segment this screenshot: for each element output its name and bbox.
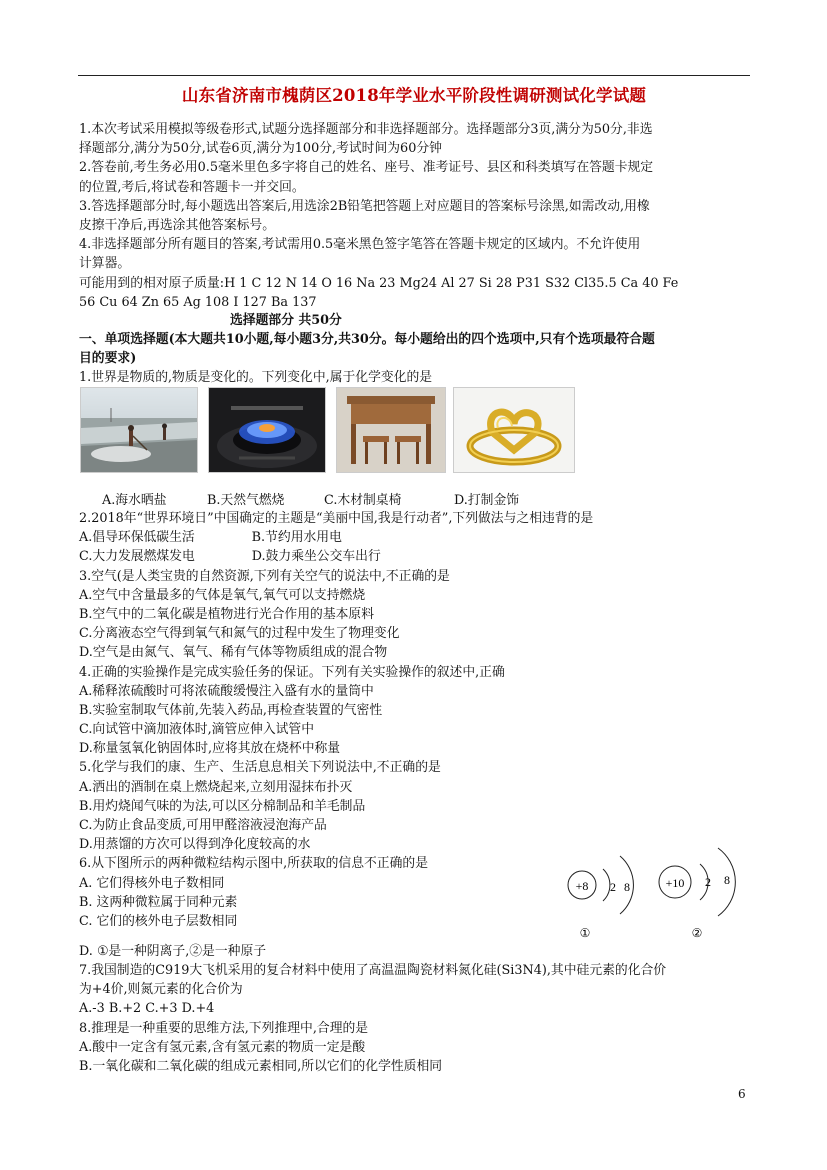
- atomic-mass-line: 可能用到的相对原子质量:H 1 C 12 N 14 O 16 Na 23 Mg24 Al 27 Si 28 P31 S32 Cl35.5 Ca 40 Fe: [79, 275, 679, 291]
- question-line: 8.推理是一种重要的思维方法,下列推理中,合理的是: [79, 1020, 369, 1036]
- question-line: A.倡导环保低碳生活 B.节约用水用电: [79, 530, 342, 546]
- atomic-mass-line: 56 Cu 64 Zn 65 Ag 108 I 127 Ba 137: [79, 294, 317, 310]
- part-one-line: 目的要求): [79, 351, 137, 367]
- question-line: A.-3 B.+2 C.+3 D.+4: [79, 1001, 215, 1017]
- question-line: B.实验室制取气体前,先装入药品,再检查装置的气密性: [79, 702, 383, 718]
- gas-flame-photo: [208, 387, 326, 473]
- section-heading: 选择题部分 共50分: [230, 313, 342, 328]
- question-line: A. 它们得核外电子数相同: [79, 875, 225, 891]
- atom-2-nucleus: +10: [665, 876, 685, 890]
- question-line: 4.正确的实验操作是完成实验任务的保证。下列有关实验操作的叙述中,正确: [79, 664, 505, 680]
- question-1-stem: [79, 368, 751, 387]
- atom-1-nucleus: +8: [575, 879, 589, 893]
- atom-1-shell-2: 8: [624, 880, 630, 894]
- question-line: A.酸中一定含有氢元素,含有氢元素的物质一定是酸: [79, 1039, 366, 1055]
- instruction-line: 1.本次考试采用模拟等级卷形式,试题分选择题部分和非选择题部分。选择题部分3页,满分为50分,非选: [79, 122, 653, 137]
- question-line: D.空气是由氮气、氧气、稀有气体等物质组成的混合物: [79, 645, 388, 661]
- instruction-line: 的位置,考后,将试卷和答题卡一并交回。: [79, 179, 305, 195]
- atom-1-diagram: [568, 856, 633, 940]
- instruction-line: 择题部分,满分为50分,试卷6页,满分为100分,考试时间为60分钟: [79, 141, 442, 157]
- instructions: [79, 120, 751, 312]
- option-a: A.海水晒盐: [102, 493, 167, 508]
- question-stem: 1.世界是物质的,物质是变化的。下列变化中,属于化学变化的是: [79, 370, 433, 385]
- question-line: 3.空气(是人类宝贵的自然资源,下列有关空气的说法中,不正确的是: [79, 568, 450, 584]
- question-line: 为+4价,则氮元素的化合价为: [79, 982, 243, 998]
- question-line: C.向试管中滴加液体时,滴管应伸入试管中: [79, 722, 315, 738]
- option-d: D.打制金饰: [454, 493, 520, 508]
- salt-pan-photo: [80, 387, 198, 473]
- questions-7-8: [79, 961, 751, 1076]
- atom-2-shell-1: 2: [705, 875, 711, 889]
- question-line: A.洒出的酒制在桌上燃烧起来,立刻用湿抹布扑灭: [79, 779, 353, 795]
- question-line: D. ①是一种阴离子,②是一种原子: [79, 944, 267, 959]
- part-one-line: 一、单项选择题(本大题共10小题,每小题3分,共30分。每小题给出的四个选项中,只有个选项最符合题: [79, 332, 655, 347]
- option-c: C.木材制桌椅: [324, 493, 402, 508]
- question-1-options: [102, 489, 519, 508]
- question-line: B.空气中的二氧化碳是植物进行光合作用的基本原料: [79, 606, 375, 622]
- question-line: D.用蒸馏的方次可以得到净化度较高的水: [79, 837, 311, 853]
- question-line: A.空气中含量最多的气体是氧气,氧气可以支持燃烧: [79, 587, 366, 603]
- question-line: 5.化学与我们的康、生产、生活息息相关下列说法中,不正确的是: [79, 760, 441, 776]
- instruction-line: 3.答选择题部分时,每小题选出答案后,用选涂2B铅笔把答题上对应题目的答案标号涂黑,如需改动,用橡: [79, 198, 650, 214]
- question-line: A.稀释浓硫酸时可将浓硫酸缓慢注入盛有水的量筒中: [79, 683, 374, 699]
- question-line: 6.从下图所示的两种微粒结构示图中,所获取的信息不正确的是: [79, 856, 428, 872]
- wooden-table-chairs-photo: [336, 387, 446, 473]
- part-one-heading: [79, 330, 751, 368]
- atom-1-label: ①: [579, 926, 591, 940]
- question-line: B.用灼烧闻气味的为法,可以区分棉制品和羊毛制品: [79, 798, 366, 814]
- instruction-line: 2.答卷前,考生务必用0.5毫米里色多字将自己的姓名、座号、准考证号、县区和科类填写在答题卡规定: [79, 160, 654, 176]
- question-line: 7.我国制造的C919大飞机采用的复合材料中使用了高温温陶瓷材料氮化硅(Si3N4),其中硅元素的化合价: [79, 963, 667, 978]
- question-1-images: [80, 387, 580, 473]
- atom-1-shell-1: 2: [610, 880, 616, 894]
- gold-ring-photo: [453, 387, 575, 473]
- question-line: C.为防止食品变质,可用甲醛溶液浸泡海产品: [79, 818, 327, 833]
- atomic-structure-diagram: [560, 842, 750, 942]
- question-line: C.分离液态空气得到氧气和氮气的过程中发生了物理变化: [79, 626, 400, 642]
- instruction-line: 计算器。: [79, 256, 131, 272]
- instruction-line: 皮擦干净后,再选涂其他答案标号。: [79, 217, 276, 233]
- atom-2-label: ②: [691, 926, 703, 940]
- question-line: B.一氧化碳和二氧化碳的组成元素相同,所以它们的化学性质相同: [79, 1058, 443, 1074]
- question-line: B. 这两种微粒属于同种元素: [79, 894, 238, 910]
- atom-2-shell-2: 8: [724, 873, 730, 887]
- instruction-line: 4.非选择题部分所有题目的答案,考试需用0.5毫米黑色签字笔答在答题卡规定的区域内。不允许使用: [79, 237, 641, 253]
- question-line: C. 它们的核外电子层数相同: [79, 913, 238, 929]
- page-title: 山东省济南市槐荫区2018年学业水平阶段性调研测试化学试题: [181, 86, 647, 105]
- page-number: 6: [738, 1087, 746, 1101]
- question-line: 2.2018年“世界环境日”中国确定的主题是“美丽中国,我是行动者”,下列做法与之相违背的是: [79, 511, 594, 526]
- question-6-option-d: [79, 942, 751, 961]
- top-rule: [78, 75, 750, 76]
- option-b: B.天然气燃烧: [207, 493, 285, 508]
- question-line: C.大力发展燃煤发电 D.鼓力乘坐公交车出行: [79, 549, 381, 565]
- question-line: D.称量氢氧化钠固体时,应将其放在烧杯中称量: [79, 741, 341, 757]
- atom-2-diagram: [659, 848, 735, 940]
